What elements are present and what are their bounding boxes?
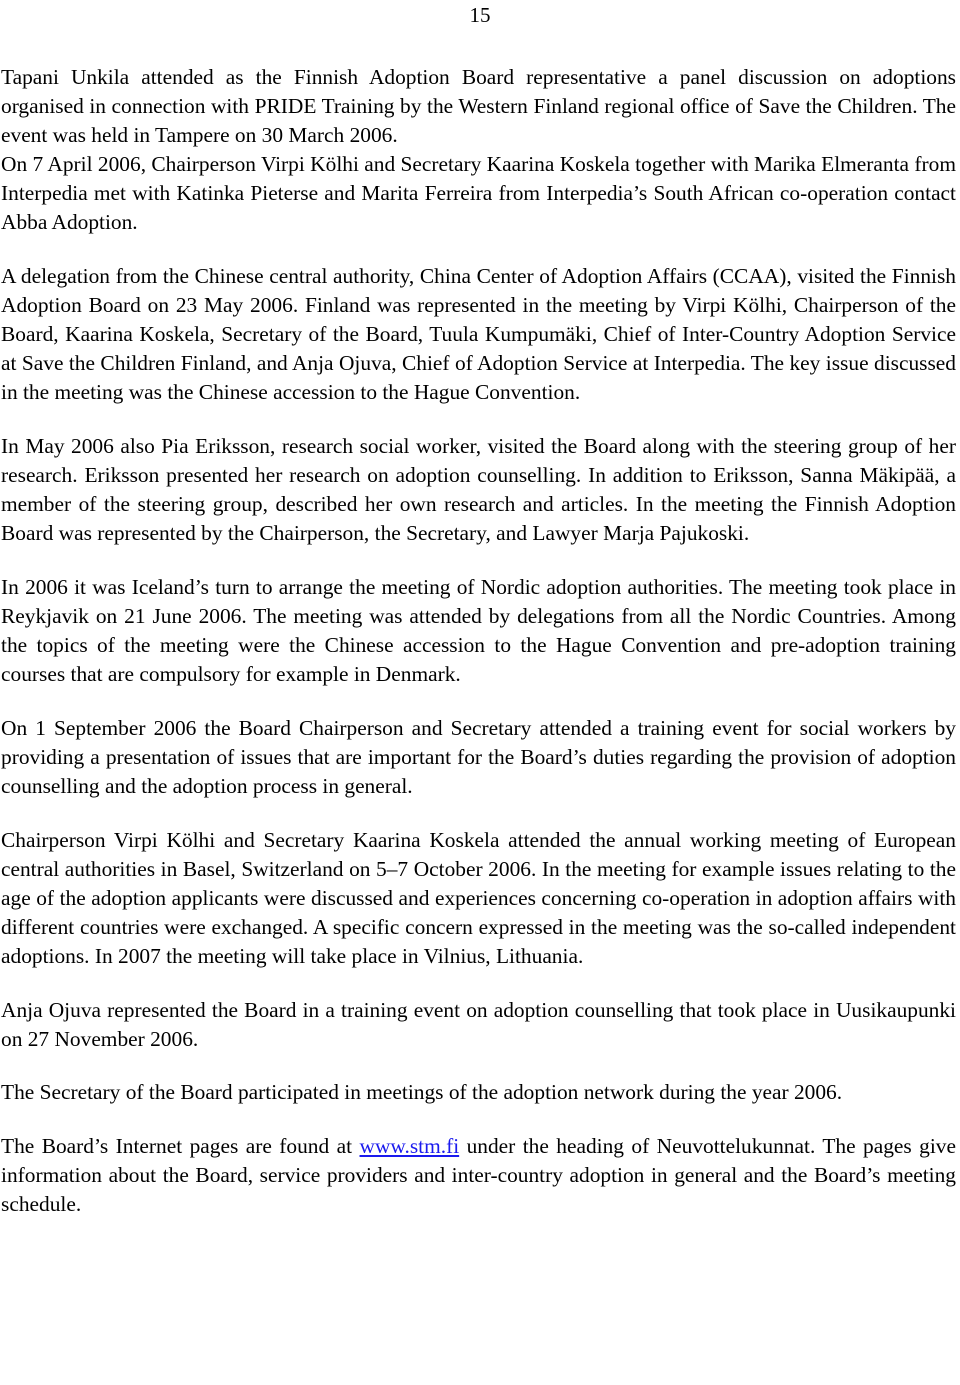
paragraph-training-event: On 1 September 2006 the Board Chairperson and Secretary attended a training event for social workers by providing a presentation of issues that are important for the Board’s duties regarding the provision of adoption counselling and the adoption process in general. [1, 715, 956, 798]
paragraph-nordic-meeting: In 2006 it was Iceland’s turn to arrange the meeting of Nordic adoption authorities. The meeting took place in Reykjavik on 21 June 2006. The meeting was attended by delegations from all the Nordic Countries. Among the topics of the meeting were the Chinese accession to the Hague Convention and pre-adoption training courses that are compulsory for example in Denmark. [1, 574, 956, 687]
internet-pages-text-start: The Board’s Internet pages are found at [1, 1133, 360, 1158]
paragraph-chinese-delegation: A delegation from the Chinese central authority, China Center of Adoption Affairs (CCAA), visited the Finnish Adoption Board on 23 May 2006. Finland was represented in the meeting by Virpi Kölhi, Chairperson of the Board, Kaarina Koskela, Secretary of the Board, Tuula Kumpumäki, Chief of Inter-Country Adoption Service at Save the Children Finland, and Anja Ojuva, Chief of Adoption Service at Interpedia. The key issue discussed in the meeting was the Chinese accession to the Hague Convention. [1, 264, 956, 405]
paragraph-adoption-network: The Secretary of the Board participated in meetings of the adoption network during the year 2006. [1, 1080, 843, 1105]
paragraph-april-meeting: On 7 April 2006, Chairperson Virpi Kölhi and Secretary Kaarina Koskela together with Marika Elmeranta from Interpedia met with Katinka Pieterse and Marita Ferreira from Interpedia’s South African co-operation contact Abba Adoption. [1, 152, 956, 235]
paragraph-counselling-training: Anja Ojuva represented the Board in a training event on adoption counselling that took place in Uusikaupunki on 27 November 2006. [1, 997, 956, 1051]
paragraph-research-visit: In May 2006 also Pia Eriksson, research social worker, visited the Board along with the steering group of her research. Eriksson presented her research on adoption counselling. In addition to Eriksson, Sanna Mäkipää, a member of the steering group, described her own research and articles. In the meeting the Finnish Adoption Board was represented by the Chairperson, the Secretary, and Lawyer Marja Pajukoski. [1, 434, 956, 546]
paragraph-panel-discussion: Tapani Unkila attended as the Finnish Adoption Board representative a panel discussion on adoptions organised in connection with PRIDE Training by the Western Finland regional office of Save the Children. The event was held in Tampere on 30 March 2006. [1, 65, 956, 148]
stm-website-link[interactable]: www.stm.fi [359, 1133, 460, 1158]
document-body [1, 63, 956, 1244]
paragraph-european-meeting: Chairperson Virpi Kölhi and Secretary Kaarina Koskela attended the annual working meeting of European central authorities in Basel, Switzerland on 5–7 October 2006. In the meeting for example issues relating to the age of the adoption applicants were discussed and experiences concerning co-operation in adoption affairs with different countries were exchanged. A specific concern expressed in the meeting was the so-called independent adoptions. In 2007 the meeting will take place in Vilnius, Lithuania. [1, 827, 956, 968]
page-number: 15 [469, 3, 491, 27]
internet-pages-text-end: under the heading of Neuvottelukunnat. The pages give information about the Board, service providers and inter-country adoption in general and the Board’s meeting schedule. [1, 1133, 956, 1216]
paragraph-internet-pages [1, 1132, 956, 1219]
